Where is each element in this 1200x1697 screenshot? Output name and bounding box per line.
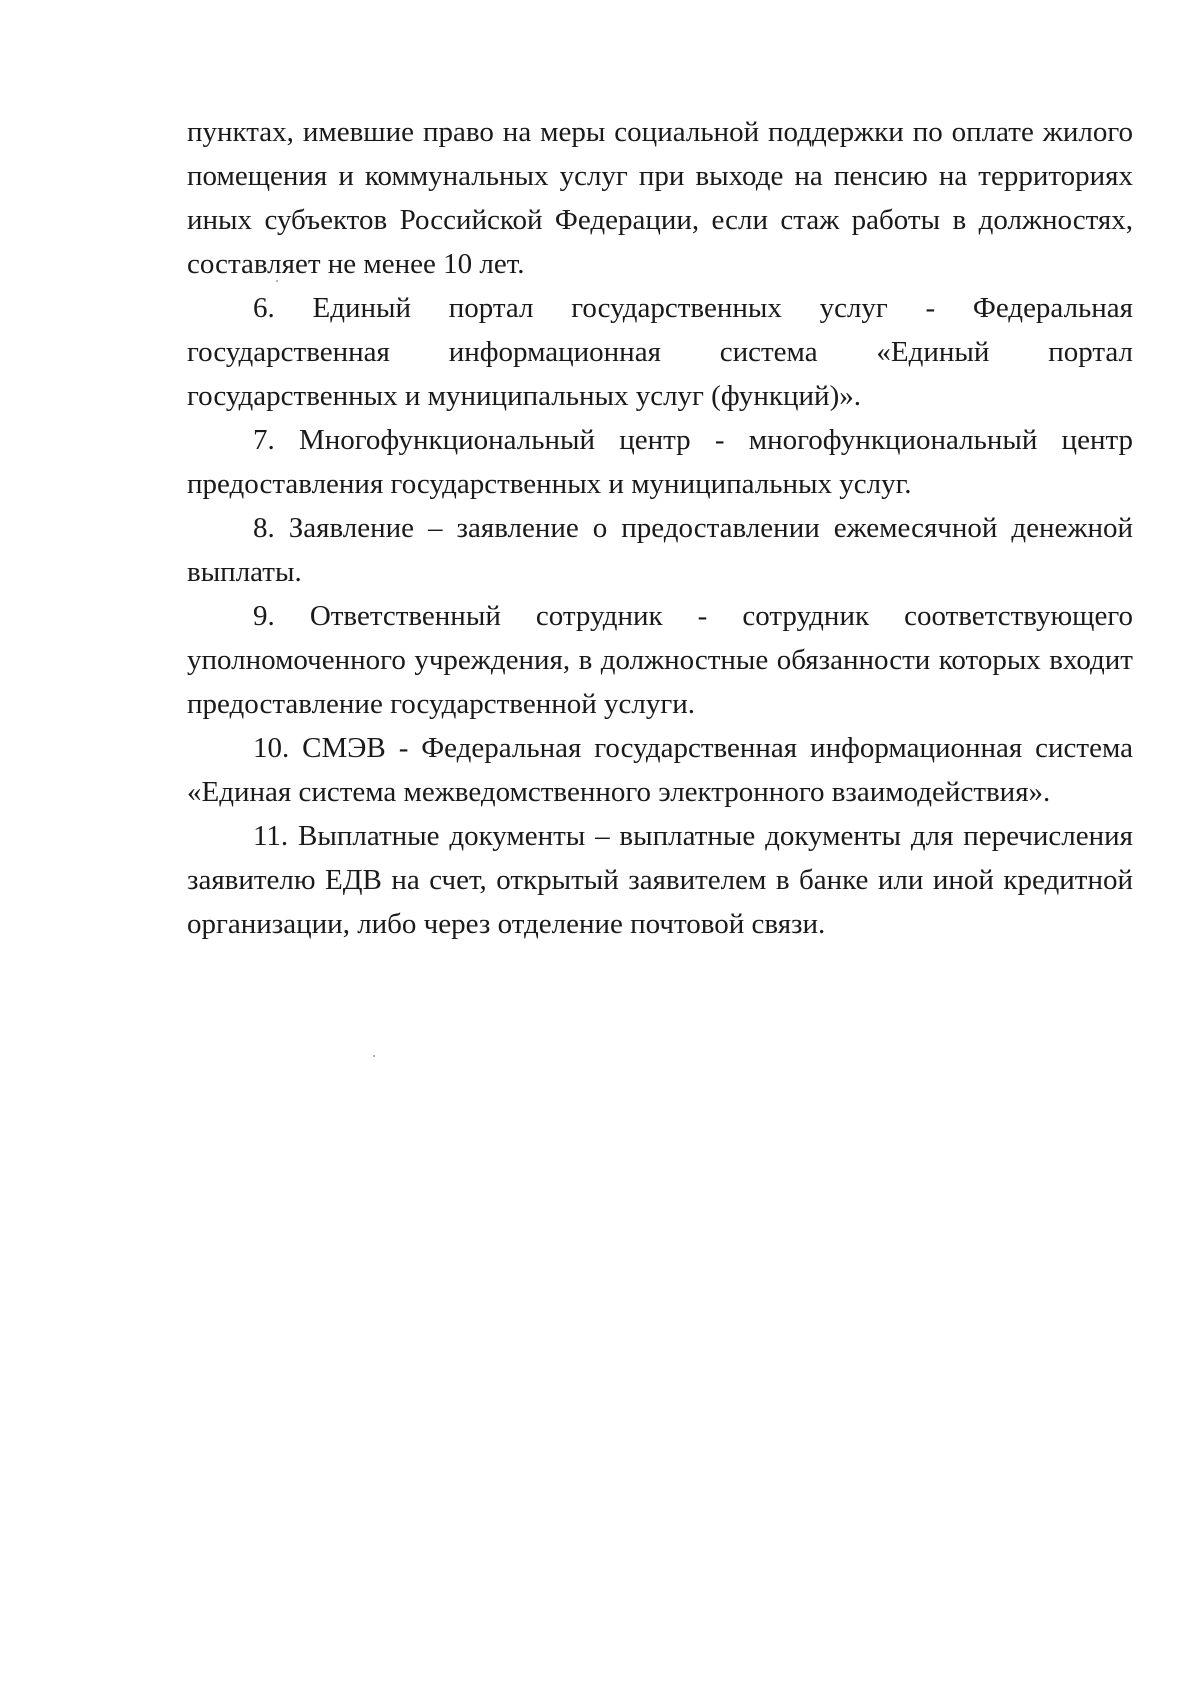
scan-speck bbox=[373, 1055, 375, 1057]
paragraph-item-8: 8. Заявление – заявление о предоставлении ежемесячной денежной выплаты. bbox=[187, 512, 1133, 588]
paragraph-continuation: пунктах, имевшие право на меры социальной поддержки по оплате жилого помещения и коммунальных услуг при выходе на пенсию на территориях иных субъектов Российской Федерации, если стаж работы в должностях, составляет не менее 10 лет. bbox=[187, 116, 1133, 280]
scan-speck bbox=[276, 280, 278, 282]
paragraph-item-11: 11. Выплатные документы – выплатные документы для перечисления заявителю ЕДВ на счет, открытый заявителем в банке или иной кредитной организации, либо через отделение почтовой связи. bbox=[187, 820, 1133, 940]
document-body bbox=[187, 110, 1133, 946]
paragraph-item-9: 9. Ответственный сотрудник - сотрудник соответствующего уполномоченного учреждения, в должностные обязанности которых входит предоставление государственной услуги. bbox=[187, 600, 1133, 720]
paragraph-item-7: 7. Многофункциональный центр - многофункциональный центр предоставления государственных и муниципальных услуг. bbox=[187, 424, 1133, 500]
paragraph-item-10: 10. СМЭВ - Федеральная государственная информационная система «Единая система межведомственного электронного взаимодействия». bbox=[187, 732, 1133, 808]
paragraph-item-6: 6. Единый портал государственных услуг - Федеральная государственная информационная система «Единый портал государственных и муниципальных услуг (функций)». bbox=[187, 292, 1133, 412]
